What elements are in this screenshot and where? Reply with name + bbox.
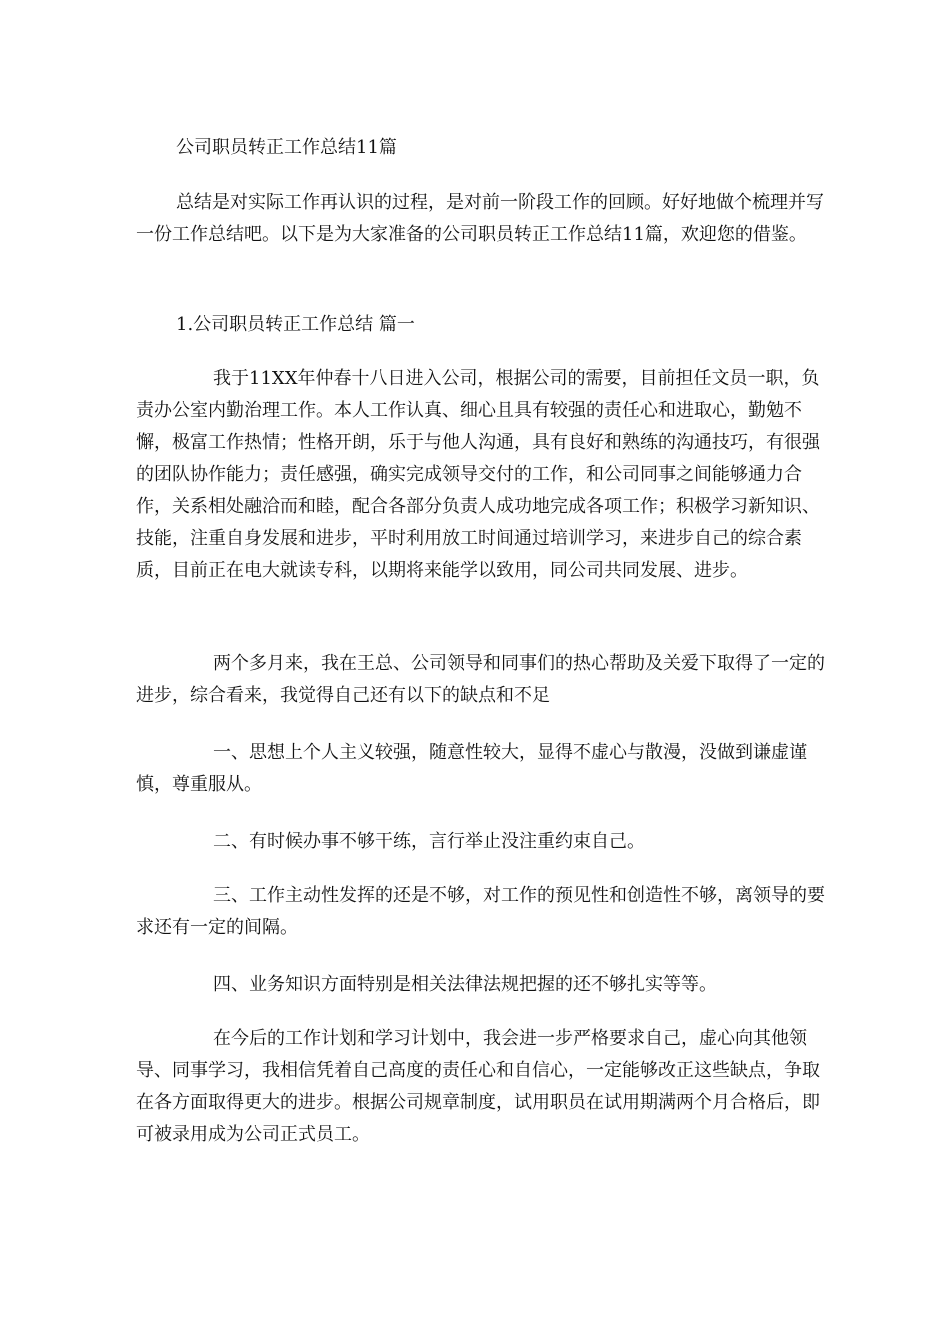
intro-paragraph: 总结是对实际工作再认识的过程，是对前一阶段工作的回顾。好好地做个梳理并写一份工作总结吧。以下是为大家准备的公司职员转正工作总结11篇，欢迎您的借鉴。 — [136, 192, 824, 245]
body-paragraph: 二、有时候办事不够干练，言行举止没注重约束自己。 — [213, 831, 645, 852]
body-paragraph: 三、工作主动性发挥的还是不够，对工作的预见性和创造性不够，离领导的要求还有一定的间隔。 — [136, 885, 825, 938]
body-paragraph: 我于11XX年仲春十八日进入公司，根据公司的需要，目前担任文员一职，负责办公室内勤治理工作。本人工作认真、细心且具有较强的责任心和进取心，勤勉不懈，极富工作热情；性格开朗，乐于与他人沟通，具有良好和熟练的沟通技巧，有很强的团队协作能力；责任感强，确实完成领导交付的工作，和公司同事之间能够通力合作，关系相处融洽而和睦，配合各部分负责人成功地完成各项工作；积极学习新知识、技能，注重自身发展和进步，平时利用放工时间通过培训学习，来进步自己的综合素质，目前正在电大就读专科，以期将来能学以致用，同公司共同发展、进步。 — [136, 368, 820, 581]
body-paragraph: 在今后的工作计划和学习计划中，我会进一步严格要求自己，虚心向其他领导、同事学习，我相信凭着自己高度的责任心和自信心，一定能够改正这些缺点，争取在各方面取得更大的进步。根据公司规章制度，试用职员在试用期满两个月合格后，即可被录用成为公司正式员工。 — [136, 1028, 820, 1145]
body-paragraph: 四、业务知识方面特别是相关法律法规把握的还不够扎实等等。 — [213, 974, 717, 995]
body-paragraph: 一、思想上个人主义较强，随意性较大，显得不虚心与散漫，没做到谦虚谨慎，尊重服从。 — [136, 742, 807, 795]
body-paragraph: 两个多月来，我在王总、公司领导和同事们的热心帮助及关爱下取得了一定的进步，综合看来，我觉得自己还有以下的缺点和不足 — [136, 653, 825, 706]
document-title: 公司职员转正工作总结11篇 — [176, 137, 397, 158]
section-heading: 1.公司职员转正工作总结 篇一 — [176, 314, 415, 335]
